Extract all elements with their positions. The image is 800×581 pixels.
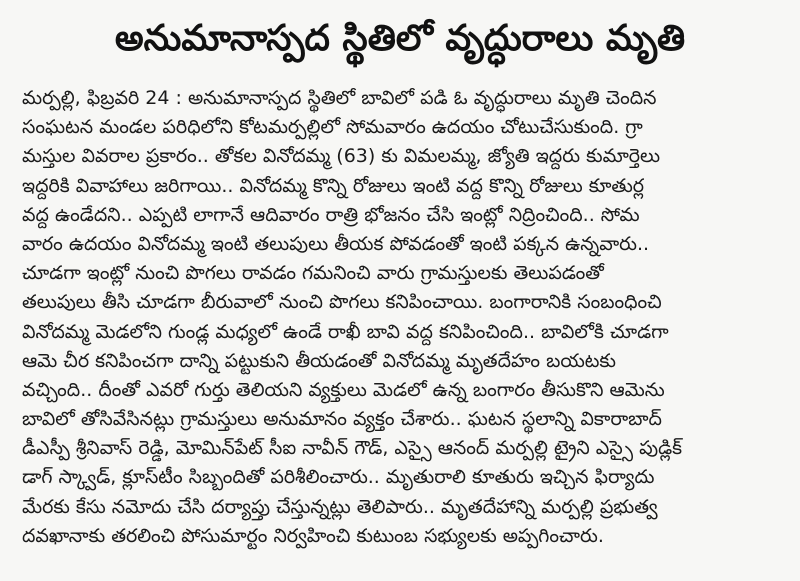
article-line: వినోదమ్మ మెడలోని గుండ్ల మధ్యలో ఉండే రాఖీ బావి వద్ద కనిపించింది.. బావిలోకి చూడగా bbox=[22, 320, 669, 343]
article-line: వచ్చింది.. దీంతో ఎవరో గుర్తు తెలియని వ్యక్తులు మెడలో ఉన్న బంగారం తీసుకొని ఆమెను bbox=[22, 378, 665, 401]
article-line: బావిలో తోసివేసినట్లు గ్రామస్తులు అనుమానం వ్యక్తం చేశారు.. ఘటన స్థలాన్ని వికారాబాద్ bbox=[22, 408, 662, 431]
article-line: ఆమె చీర కనిపించగా దాన్ని పట్టుకుని తీయడంతో వినోదమ్మ మృతదేహం బయటకు bbox=[22, 349, 616, 372]
article-line: తలుపులు తీసి చూడగా బీరువాలో నుంచి పొగలు కనిపించాయి. బంగారానికి సంబంధించి bbox=[22, 291, 662, 314]
article-line: డీఎస్పీ శ్రీనివాస్ రెడ్డి, మోమిన్‌పేట్ సీఐ నావీన్ గౌడ్, ఎస్సై ఆనంద్ మర్పల్లి ట్రైని ఎస్సై పుడ్లిక్ bbox=[22, 437, 683, 460]
article-line: ఇద్దరికి వివాహాలు జరిగాయి.. వినోదమ్మ కొన్ని రోజులు ఇంటి వద్ద కొన్ని రోజులు కూతుర్ల bbox=[22, 174, 645, 197]
article-line: చూడగా ఇంట్లో నుంచి పొగలు రావడం గమనించి వారు గ్రామస్తులకు తెలుపడంతో bbox=[22, 262, 604, 285]
article-headline: అనుమానాస్పద స్థితిలో వృద్ధురాలు మృతి bbox=[114, 18, 686, 59]
article-line: డాగ్ స్క్వాడ్, క్లూస్‌టీం సిబ్బందితో పరిశీలించారు.. మృతురాలి కూతురు ఇచ్చిన ఫిర్యాదు bbox=[22, 466, 655, 489]
article-line: వద్ద ఉండేదని.. ఎప్పటి లాగానే ఆదివారం రాత్రి భోజనం చేసి ఇంట్లో నిద్రించింది.. సోమ bbox=[22, 203, 640, 226]
article-line: దవఖానాకు తరలించి పోసుమార్టం నిర్వహించి కుటుంబ సభ్యులకు అప్పగించారు. bbox=[22, 524, 604, 547]
article-line: మర్పల్లి, ఫిబ్రవరి 24 : అనుమానాస్పద స్థితిలో బావిలో పడి ఓ వృద్ధురాలు మృతి చెందిన bbox=[22, 87, 657, 109]
article-body bbox=[22, 84, 784, 551]
article-line: వారం ఉదయం వినోదమ్మ ఇంటి తలుపులు తీయక పోవడంతో ఇంటి పక్కన ఉన్నవారు.. bbox=[22, 232, 650, 255]
article-line: మేరకు కేసు నమోదు చేసి దర్యాప్తు చేస్తున్నట్లు తెలిపారు.. మృతదేహాన్ని మర్పల్లి ప్రభుత్వ bbox=[22, 495, 658, 518]
article-line: సంఘటన మండల పరిధిలోని కోటమర్పల్లిలో సోమవారం ఉదయం చోటుచేసుకుంది. గ్రా bbox=[22, 116, 643, 139]
article-line: మస్తుల వివరాల ప్రకారం.. తోకల వినోదమ్మ (63) కు విమలమ్మ, జ్యోతి ఇద్దరు కుమార్తెలు bbox=[22, 145, 661, 168]
